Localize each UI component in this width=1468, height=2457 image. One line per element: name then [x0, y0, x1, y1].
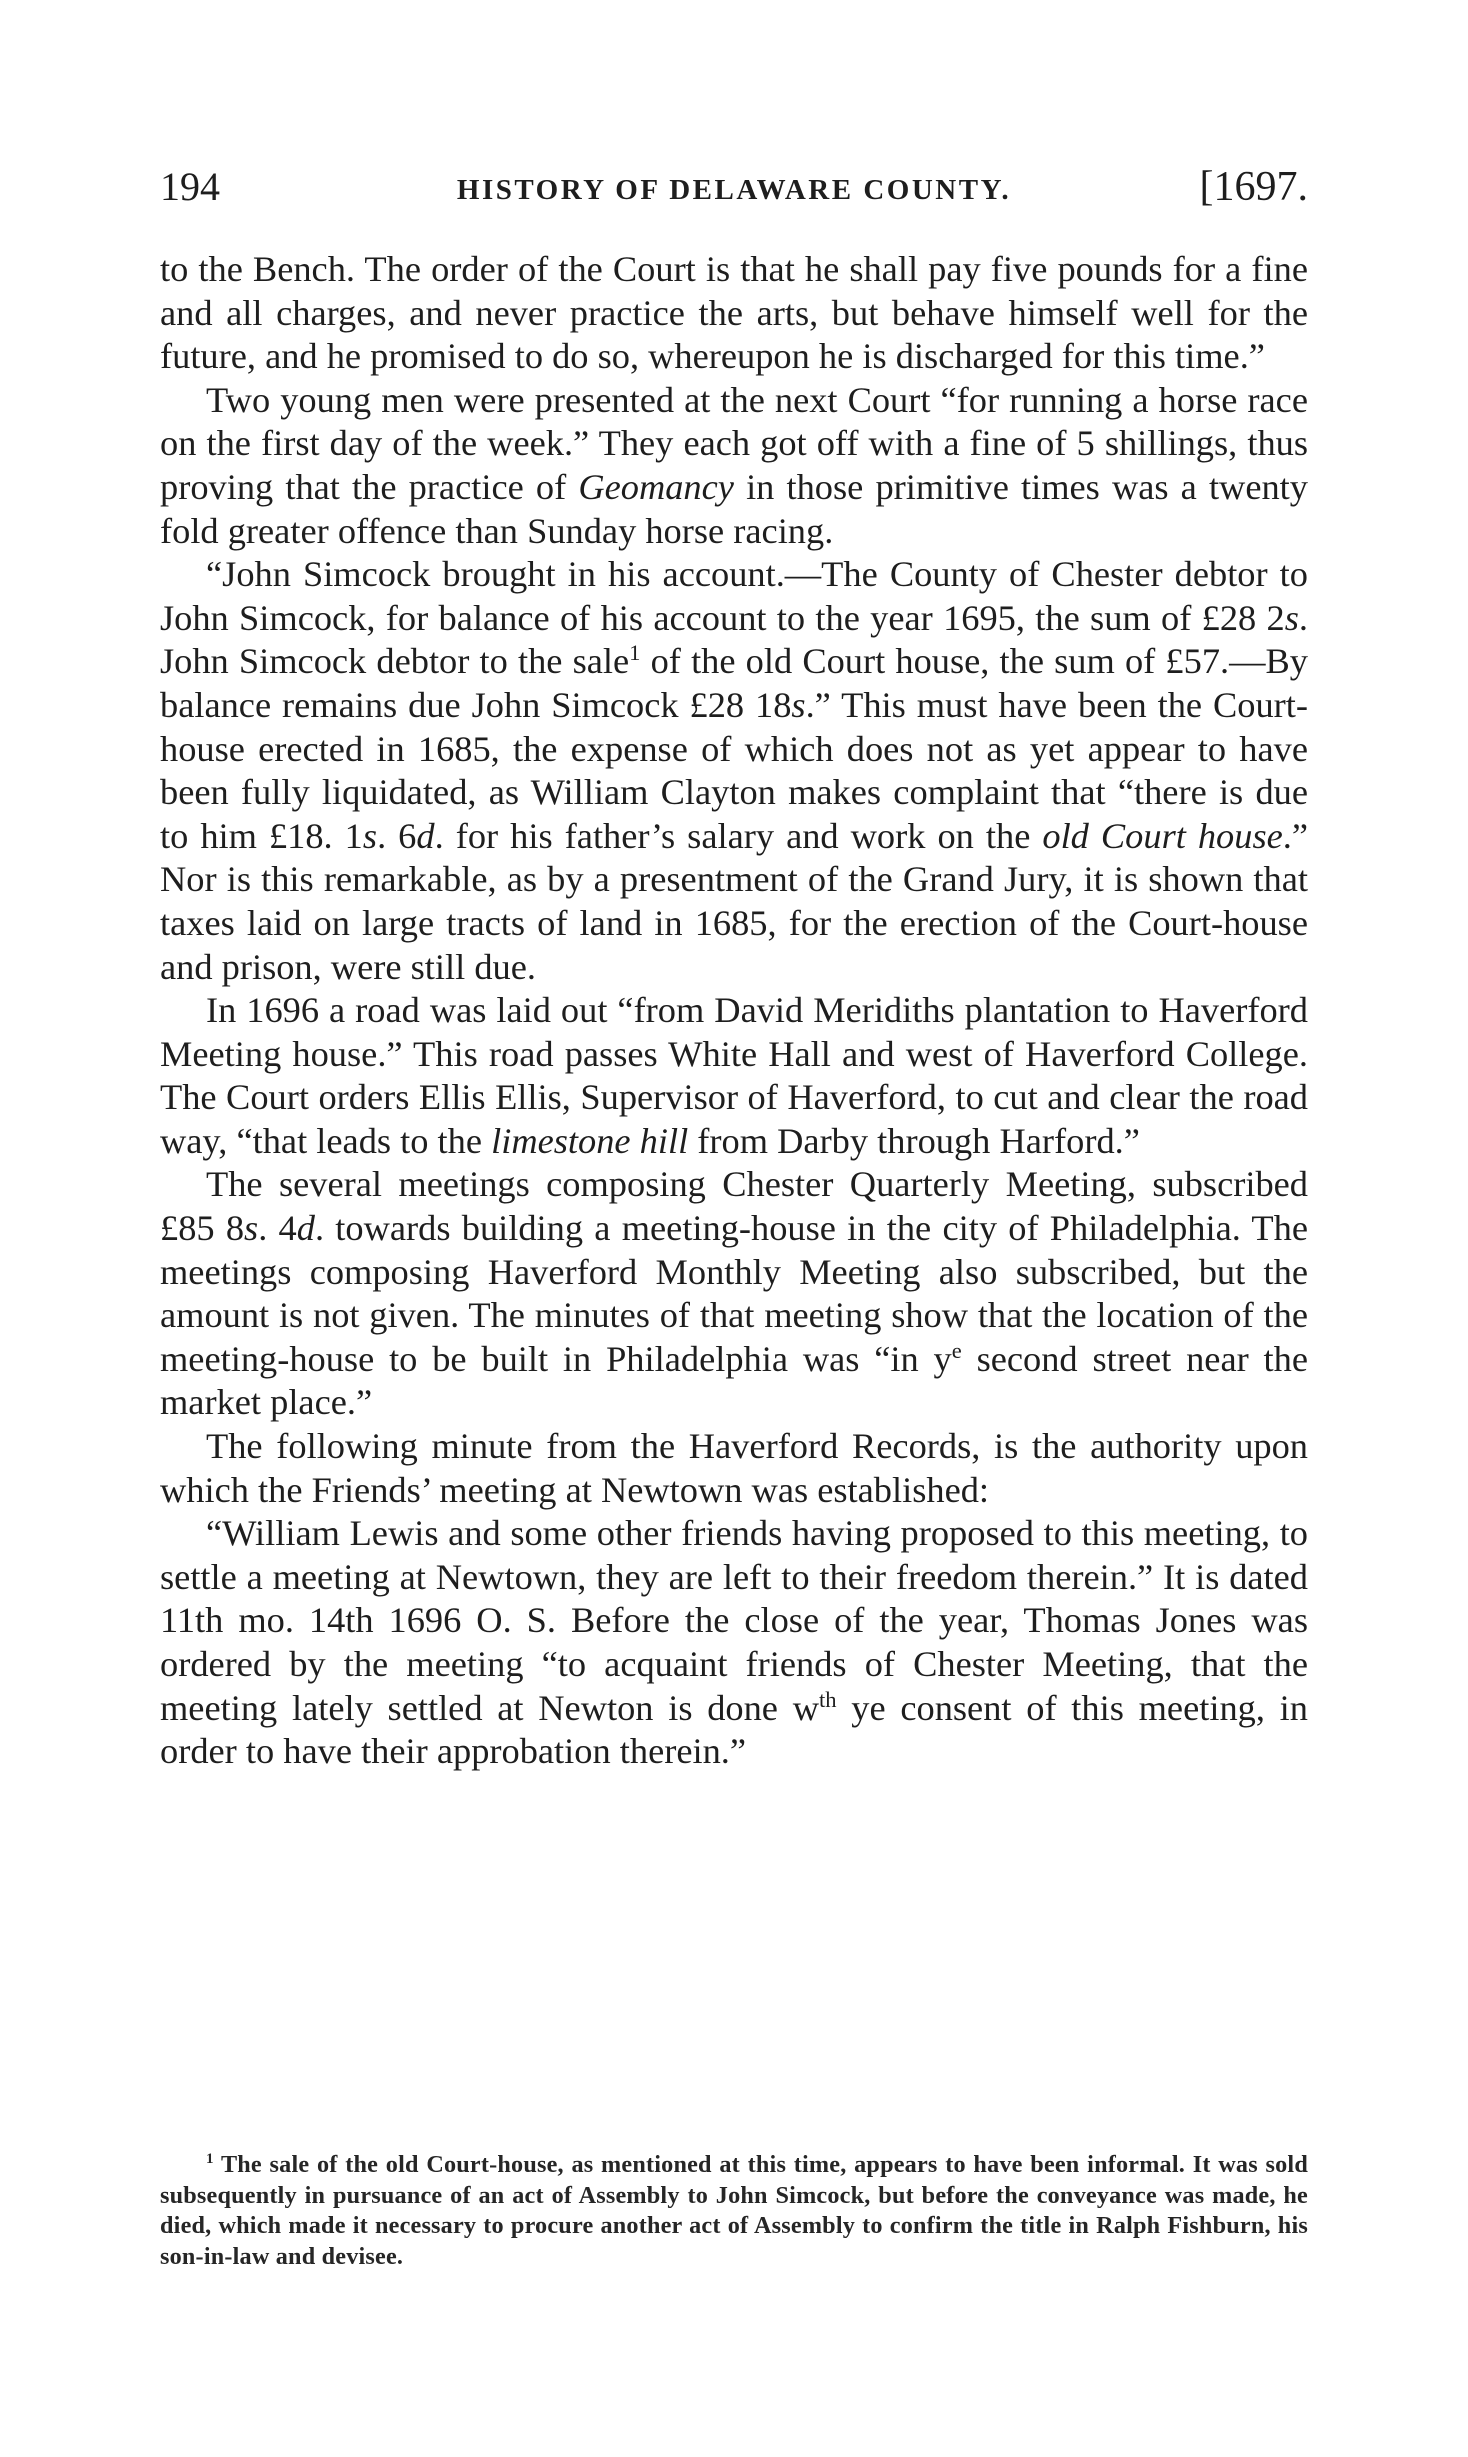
- text-run: .” This must have been the Court-house erected in 1685, the expense of which does not as yet appear to have been fully liquidated, as William Clayton makes complaint that “there is due to him £18. 1: [160, 684, 1308, 856]
- italic-text: old Court house: [1042, 815, 1283, 856]
- text-run: In 1696 a road was laid out “from David Meridiths plantation to Haverford Meeting house.” This road passes White Hall and west of Haverford College. The Court orders Ellis Ellis, Supervisor of Haverford, to cut and clear the road way, “that leads to the: [160, 990, 1308, 1161]
- italic-text: s: [362, 815, 378, 856]
- page-year: [1697.: [1199, 164, 1308, 210]
- footnote-marker: 1: [206, 2150, 214, 2167]
- text-run: Two young men were presented at the next Court “for running a horse race on the first day of the week.” They each got off with a fine of 5 shillings, thus proving that the practice of: [160, 379, 1308, 507]
- paragraph-1: [160, 248, 1308, 379]
- text-run: “John Simcock brought in his account.—The County of Chester debtor to John Simcock, for balance of his account to the year 1695, the sum of £28 2: [160, 554, 1308, 638]
- superscript-text: 1: [629, 640, 641, 666]
- text-run: The following minute from the Haverford Records, is the authority upon which the Friends’ meeting at Newtown was established:: [160, 1426, 1308, 1510]
- text-run: .” Nor is this remarkable, as by a presentment of the Grand Jury, it is shown that taxes laid on large tracts of land in 1685, for the erection of the Court-house and prison, were still due.: [160, 815, 1309, 987]
- paragraph-2: [160, 379, 1308, 553]
- text-run: second street near the market place.”: [160, 1338, 1308, 1423]
- text-run: . for his father’s salary and work on the: [434, 815, 1043, 856]
- italic-text: s: [1284, 597, 1299, 638]
- text-run: . towards building a meeting-house in the city of Philadelphia. The meetings composing Haverford Monthly Meeting also subscribed, but the amount is not given. The minutes of that meeting show that the location of the meeting-house to be built in Philadelphia was “in y: [160, 1208, 1308, 1379]
- paragraph-6: [160, 1425, 1308, 1512]
- text-run: in those primitive times was a twenty fold greater offence than Sunday horse racing.: [160, 466, 1308, 551]
- running-head: HISTORY OF DELAWARE COUNTY.: [456, 174, 1012, 206]
- footnote: [160, 2150, 1308, 2272]
- paragraph-4: [160, 989, 1308, 1163]
- italic-text: d: [416, 815, 435, 856]
- superscript-text: e: [951, 1337, 962, 1363]
- paragraph-7: [160, 1512, 1308, 1774]
- text-run: . John Simcock debtor to the sale: [160, 597, 1308, 682]
- page-number: 194: [160, 164, 220, 209]
- italic-text: limestone hill: [491, 1120, 689, 1161]
- footnote-text: The sale of the old Court-house, as mentioned at this time, appears to have been informal. It was sold subsequently in pursuance of an act of Assembly to John Simcock, but before the conveyance was made, he died, which made it necessary to procure another act of Assembly to confirm the title in Ralph Fishburn, his son-in-law and devisee.: [160, 2151, 1308, 2270]
- text-run: from Darby through Harford.”: [688, 1120, 1140, 1161]
- text-run: The several meetings composing Chester Quarterly Meeting, subscribed £85 8: [160, 1164, 1308, 1249]
- text-run: ye consent of this meeting, in order to have their approbation therein.”: [160, 1687, 1308, 1772]
- text-run: . 4: [258, 1208, 297, 1249]
- italic-text: Geomancy: [578, 466, 734, 507]
- text-run: “William Lewis and some other friends having proposed to this meeting, to settle a meeting at Newtown, they are left to their freedom therein.” It is dated 11th mo. 14th 1696 O. S. Before the close of the year, Thomas Jones was ordered by the meeting “to acquaint friends of Chester Meeting, that the meeting lately settled at Newton is done w: [160, 1513, 1308, 1728]
- page-header: [160, 162, 1308, 212]
- text-run: of the old Court house, the sum of £57.—By balance remains due John Simcock £28 18: [160, 641, 1308, 725]
- italic-text: s: [244, 1208, 259, 1249]
- italic-text: s: [791, 684, 806, 725]
- text-run: to the Bench. The order of the Court is that he shall pay five pounds for a fine and all charges, and never practice the arts, but behave himself well for the future, and he promised to do so, whereupon he is discharged for this time.”: [160, 249, 1308, 377]
- paragraph-5: [160, 1163, 1308, 1425]
- italic-text: d: [296, 1208, 315, 1249]
- body-text: [160, 248, 1308, 1774]
- text-run: . 6: [377, 815, 417, 856]
- paragraph-3: [160, 553, 1308, 989]
- superscript-text: th: [818, 1686, 837, 1712]
